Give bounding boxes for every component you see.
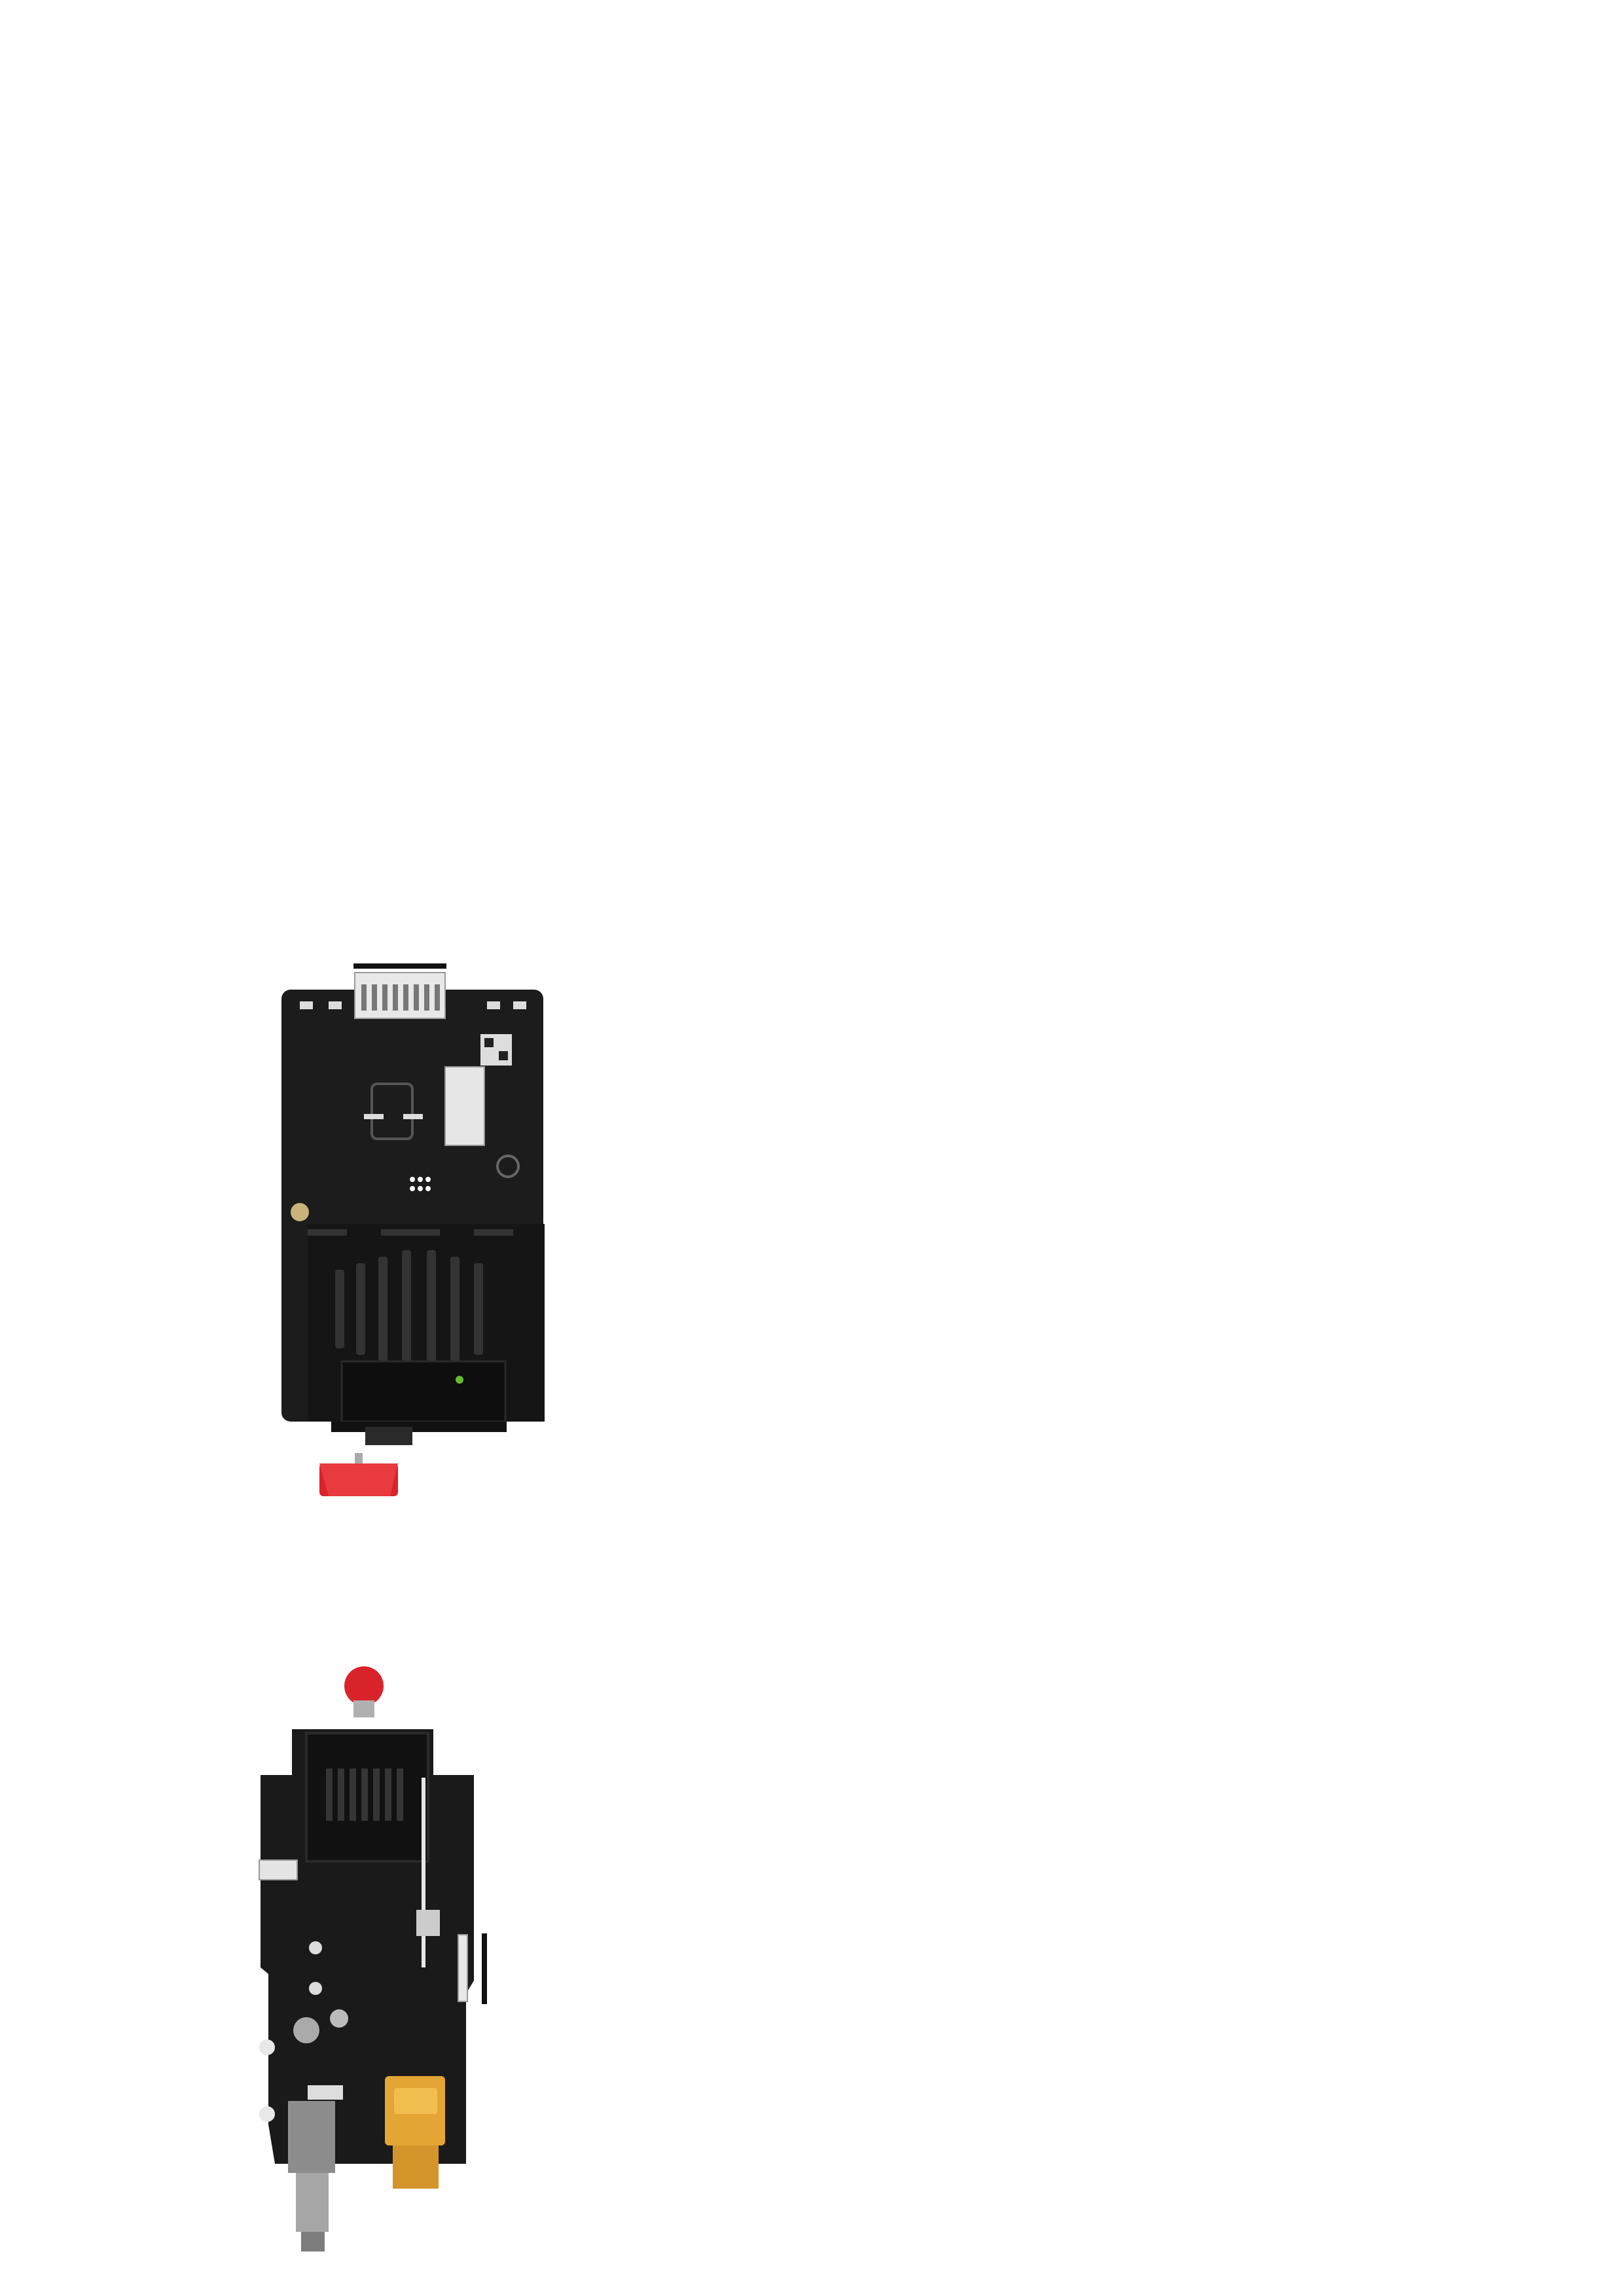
rx-pin-6 [534, 1964, 1293, 2006]
receiver-module-photo [249, 1666, 524, 2255]
rx-pin-1 [534, 1708, 1293, 1751]
rx-pin-7 [534, 2049, 1293, 2091]
rx-pin-8 [534, 2134, 1293, 2176]
transmitter-module-photo [274, 929, 549, 1545]
